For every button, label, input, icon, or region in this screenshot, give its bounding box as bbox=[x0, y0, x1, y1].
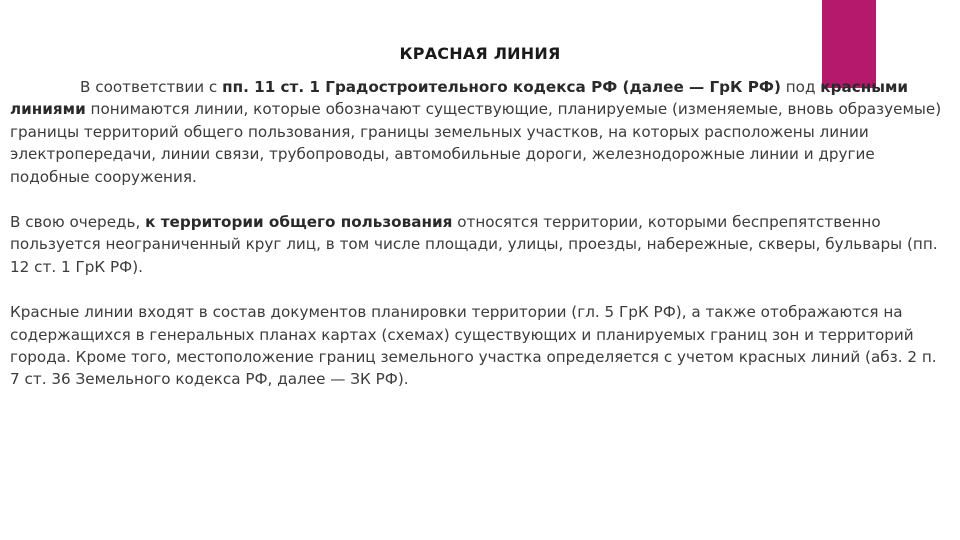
page-title: КРАСНАЯ ЛИНИЯ bbox=[399, 44, 561, 63]
p1-text-3: понимаются линии, которые обозначают существующие, планируемые (изменяемые, вновь образуемые) границы территорий общего пользования, границы земельных участков, на которых расположены линии электропередачи, линии связи, трубопроводы, автомобильные дороги, железнодорожные линии и другие подобные сооружения. bbox=[10, 100, 942, 186]
p2-text-1: В свою очередь, bbox=[10, 213, 146, 232]
p1-bold-reference: пп. 11 ст. 1 Градостроительного кодекса РФ (далее — ГрК РФ) bbox=[222, 78, 781, 96]
p3-text-1: Красные линии входят в состав документов планировки территории (гл. 5 ГрК РФ), а также отображаются на содержащихся в генеральных планах картах (схемах) существующих и планируемых границ зон и территорий города. Кроме того, местоположение границ земельного участка определяется с учетом красных линий (абз. 2 п. 7 ст. 36 Земельного кодекса РФ, далее — ЗК РФ). bbox=[10, 303, 937, 389]
p2-text-2: относятся территории, которыми беспрепятственно пользуется неограниченный круг лиц, в том числе площади, улицы, проезды, набережные, скверы, бульвары (пп. 12 ст. 1 ГрК РФ). bbox=[10, 213, 938, 276]
p1-text-2: под bbox=[780, 78, 821, 96]
p1-text-1: В соответствии с bbox=[80, 78, 223, 96]
document-body bbox=[10, 76, 950, 414]
paragraph-planning-documents bbox=[10, 301, 950, 391]
p2-bold-term: к территории общего пользования bbox=[145, 213, 453, 232]
paragraph-public-territory bbox=[10, 211, 950, 278]
p1-bold-term: красными линиями bbox=[10, 78, 908, 119]
paragraph-red-line-definition bbox=[10, 76, 950, 188]
